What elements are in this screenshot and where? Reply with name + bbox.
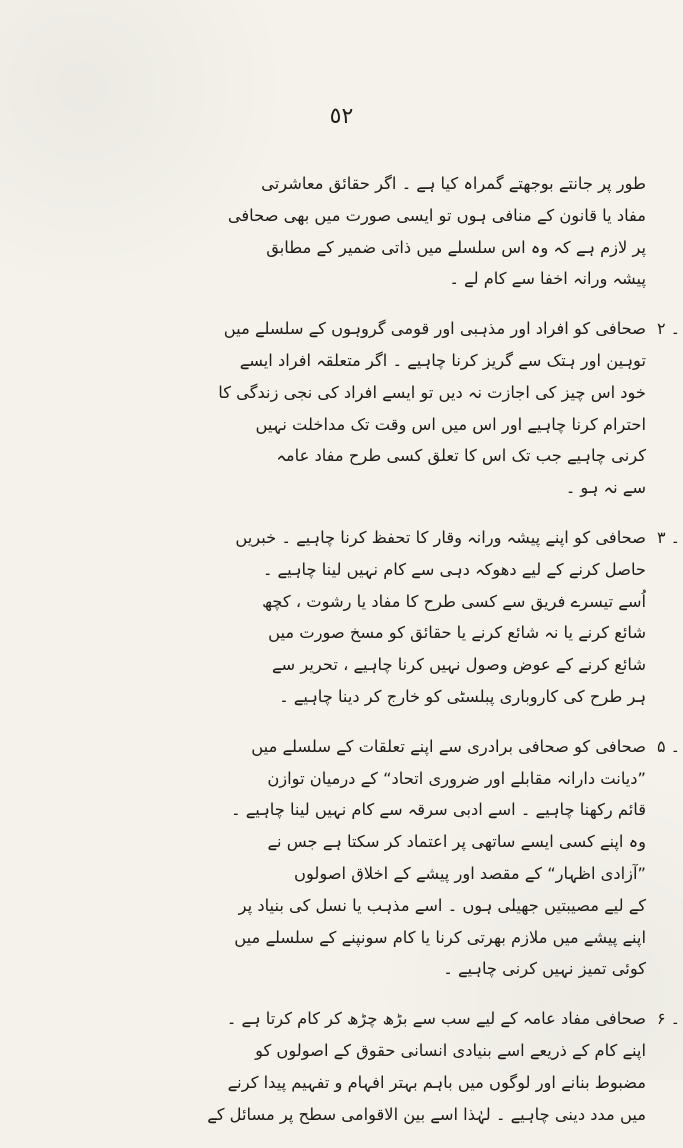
paragraph-line: اپنے کام کے ذریعے اسے بنیادی انسانی حقوق کے اصولوں کو (255, 1040, 646, 1060)
numbered-paragraph-2 (28, 313, 680, 504)
paragraph-line: مضبوط بنانے اور لوگوں میں باہم بہتر افہام و تفہیم پیدا کرنے (227, 1072, 646, 1092)
document-body (28, 168, 680, 1148)
paragraph-line: طور پر جانتے بوجھتے گمراہ کیا ہے ۔ اگر حقائق معاشرتی (261, 174, 646, 193)
paragraph-line: ہر طرح کی کاروباری پبلسٹی کو خارج کر دینا چاہیے ۔ (279, 686, 646, 706)
paragraph-line: حاصل کرنے کے لیے دھوکہ دہی سے کام نہیں لینا چاہیے ۔ (262, 559, 646, 579)
paragraph-line: ”آزادی اظہار“ کے مقصد اور پیشے کے اخلاق اصولوں (293, 863, 646, 883)
paragraph-line: پر لازم ہے کہ وہ اس سلسلے میں ذاتی ضمیر کے مطابق (266, 237, 646, 257)
paragraph-line: شائع کرنے یا نہ شائع کرنے یا حقائق کو مسخ صورت میں (268, 623, 646, 643)
paragraph-line: میں مدد دینی چاہیے ۔ لہٰذا اسے بین الاقوامی سطح پر مسائل کے (207, 1104, 646, 1124)
paragraph-number: ۲ ۔ (656, 319, 680, 339)
paragraph-number: ۳ ۔ (656, 527, 680, 547)
paragraph-line: احترام کرنا چاہیے اور اس میں اس وقت تک مداخلت نہیں (255, 414, 646, 434)
paragraph-line: شائع کرنے کے عوض وصول نہیں کرنا چاہیے ، تحریر سے (272, 655, 646, 675)
paragraph-line: کرنی چاہیے جب تک اس کا تعلق کسی طرح مفاد عامہ (276, 446, 646, 466)
paragraph-line: قائم رکھنا چاہیے ۔ اسے ادبی سرقہ سے کام نہیں لینا چاہیے ۔ (231, 800, 646, 820)
numbered-paragraph-6 (28, 1003, 680, 1130)
paragraph-line: کے لیے مصیبتیں جھیلی ہوں ۔ اسے مذہب یا نسل کی بنیاد پر (238, 895, 646, 915)
paragraph-line: وہ اپنے کسی ایسے ساتھی پر اعتماد کر سکتا ہے جس نے (267, 832, 646, 852)
paragraph-line: کوئی تمیز نہیں کرنی چاہیے ۔ (443, 959, 646, 979)
paragraph-line: ”دیانت دارانہ مقابلے اور ضروری اتحاد“ کے درمیان توازن (267, 768, 646, 788)
paragraph-line: صحافی مفاد عامہ کے لیے سب سے بڑھ چڑھ کر کام کرتا ہے ۔ (226, 1009, 646, 1029)
paragraph-line: اپنے پیشے میں ملازم بھرتی کرنا یا کام سونپنے کے سلسلے میں (234, 927, 646, 947)
paragraph-line: صحافی کو اپنے پیشہ ورانہ وقار کا تحفظ کرنا چاہیے ۔ خبریں (235, 527, 646, 547)
paragraph-line: مفاد یا قانون کے منافی ہوں تو ایسی صورت میں بھی صحافی (227, 205, 646, 225)
paragraph-line: سے نہ ہو ۔ (565, 478, 646, 498)
paragraph-line: اُسے تیسرے فریق سے کسی طرح کا مفاد یا رشوت ، کچھ (262, 591, 646, 611)
paragraph-line: صحافی کو افراد اور مذہبی اور قومی گروہوں کے سلسلے میں (223, 319, 646, 339)
paragraph-line: پیشہ ورانہ اخفا سے کام لے ۔ (449, 269, 646, 289)
numbered-paragraph-3 (28, 522, 680, 713)
numbered-paragraph-5 (28, 731, 680, 985)
paragraph-line: توہین اور ہتک سے گریز کرنا چاہیے ۔ اگر متعلقہ افراد ایسے (239, 350, 646, 370)
intro-paragraph (28, 168, 646, 295)
paragraph-line: خود اس چیز کی اجازت نہ دیں تو ایسے افراد کی نجی زندگی کا (218, 382, 646, 402)
page-number: ٥٢ (329, 104, 354, 129)
paragraph-number: ۶ ۔ (656, 1009, 680, 1029)
paragraph-line: صحافی کو صحافی برادری سے اپنے تعلقات کے سلسلے میں (251, 736, 646, 756)
paragraph-number: ۵ ۔ (656, 736, 680, 756)
